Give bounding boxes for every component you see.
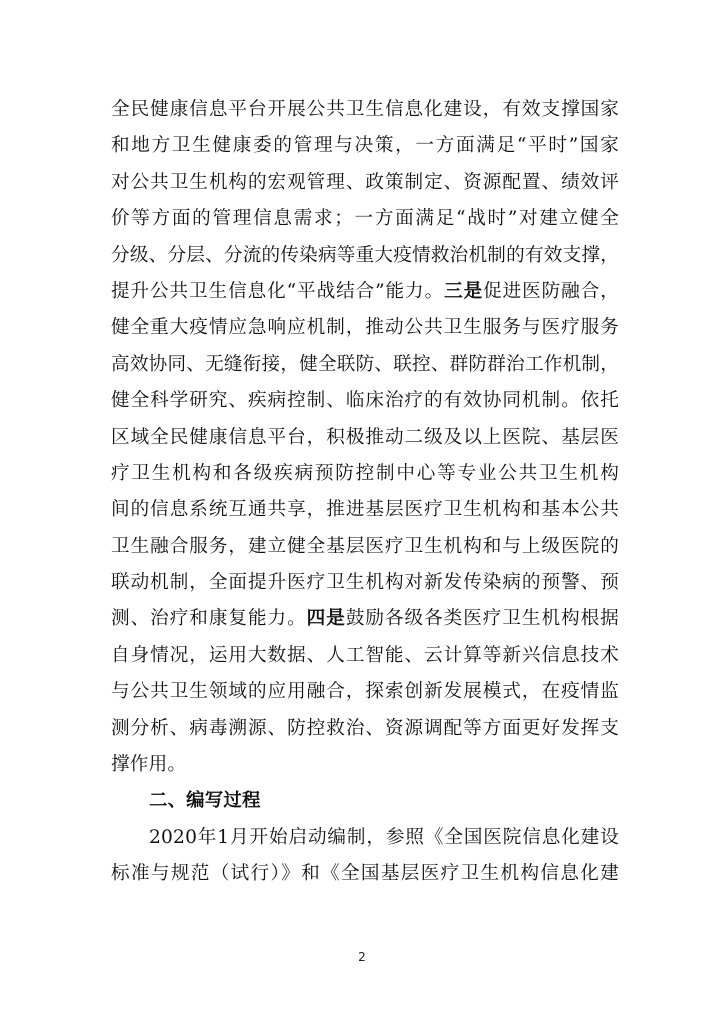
text-line: 疗卫生机构和各级疾病预防控制中心等专业公共卫生机构	[111, 462, 619, 484]
text-run: 鼓励各级各类医疗卫生机构根据	[345, 608, 619, 630]
text-line: 分级、分层、分流的传染病等重大疫情救治机制的有效支撑，	[111, 244, 619, 266]
text-line: 健全科学研究、疾病控制、临床治疗的有效协同机制。依托	[111, 390, 619, 412]
bold-emphasis: 四是	[306, 608, 346, 630]
text-line: 健全重大疫情应急响应机制，推动公共卫生服务与医疗服务	[111, 317, 619, 339]
bold-emphasis: 三是	[444, 280, 484, 302]
text-run: 促进医防融合，	[483, 280, 619, 302]
text-line	[111, 601, 619, 637]
text-line: 高效协同、无缝衔接，健全联防、联控、群防群治工作机制，	[111, 353, 619, 375]
text-line: 测分析、病毒溯源、防控救治、资源调配等方面更好发挥支	[111, 717, 619, 739]
text-line: 区域全民健康信息平台，积极推动二级及以上医院、基层医	[111, 426, 619, 448]
section-heading: 二、编写过程	[149, 790, 261, 812]
text-run: 提升公共卫生信息化“平战结合”能力。	[111, 280, 445, 302]
body-text	[111, 92, 619, 893]
text-run: 测、治疗和康复能力。	[111, 608, 307, 630]
text-line: 间的信息系统互通共享，推进基层医疗卫生机构和基本公共	[111, 499, 619, 521]
text-line: 撑作用。	[111, 754, 187, 776]
page-number: 2	[358, 950, 366, 964]
text-line: 和地方卫生健康委的管理与决策，一方面满足“平时”国家	[111, 135, 619, 157]
text-line: 全民健康信息平台开展公共卫生信息化建设，有效支撑国家	[111, 99, 619, 120]
text-line: 卫生融合服务，建立健全基层医疗卫生机构和与上级医院的	[111, 535, 619, 557]
text-line: 自身情况，运用大数据、人工智能、云计算等新兴信息技术	[111, 644, 619, 666]
text-line: 2020年1月开始启动编制，参照《全国医院信息化建设	[149, 826, 619, 848]
text-line: 价等方面的管理信息需求；一方面满足“战时”对建立健全	[111, 208, 619, 230]
text-line: 标准与规范（试行）》和《全国基层医疗卫生机构信息化建	[111, 863, 619, 885]
text-line	[111, 274, 619, 310]
text-line: 与公共卫生领域的应用融合，探索创新发展模式，在疫情监	[111, 681, 619, 703]
text-line: 对公共卫生机构的宏观管理、政策制定、资源配置、绩效评	[111, 171, 619, 193]
text-line: 联动机制，全面提升医疗卫生机构对新发传染病的预警、预	[111, 572, 619, 594]
